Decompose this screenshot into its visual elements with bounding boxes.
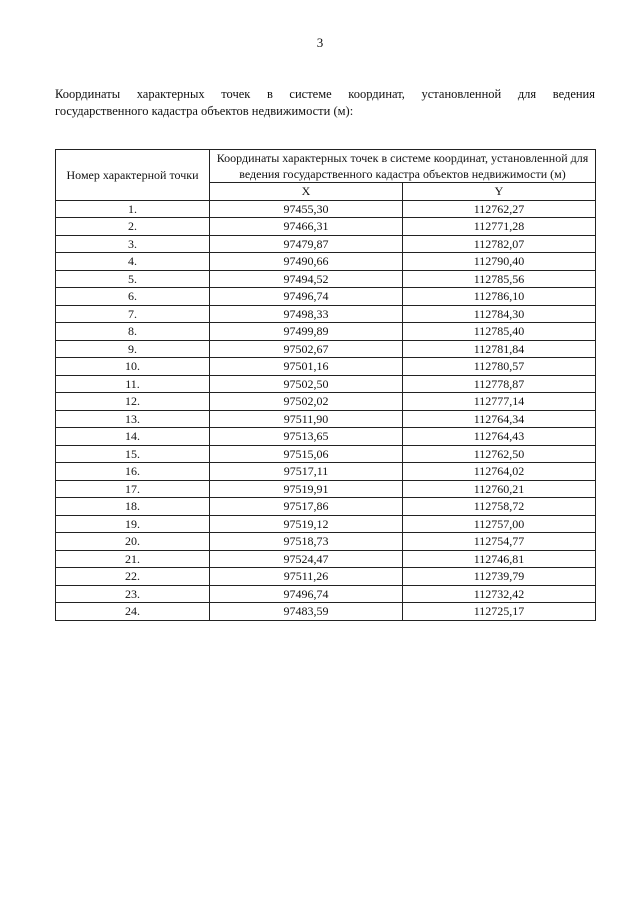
table-row (56, 375, 596, 393)
table-row (56, 585, 596, 603)
x-coordinate-cell: 97496,74 (210, 585, 403, 603)
x-coordinate-cell: 97519,12 (210, 515, 403, 533)
point-number-cell: 9. (56, 340, 210, 358)
table-row (56, 445, 596, 463)
table-row (56, 235, 596, 253)
x-coordinate-cell: 97502,67 (210, 340, 403, 358)
x-column-header: X (210, 183, 403, 201)
table-row (56, 550, 596, 568)
y-coordinate-cell: 112777,14 (403, 393, 596, 411)
x-coordinate-cell: 97466,31 (210, 218, 403, 236)
page-number: 3 (316, 35, 324, 50)
table-row (56, 200, 596, 218)
table-row (56, 305, 596, 323)
y-coordinate-cell: 112764,02 (403, 463, 596, 481)
intro-paragraph (55, 86, 595, 120)
table-row (56, 270, 596, 288)
point-number-cell: 12. (56, 393, 210, 411)
y-coordinate-cell: 112760,21 (403, 480, 596, 498)
x-coordinate-cell: 97524,47 (210, 550, 403, 568)
point-number-cell: 5. (56, 270, 210, 288)
coordinates-table (55, 149, 596, 621)
x-coordinate-cell: 97518,73 (210, 533, 403, 551)
table-row (56, 515, 596, 533)
table-row (56, 428, 596, 446)
x-coordinate-cell: 97483,59 (210, 603, 403, 621)
y-coordinate-cell: 112781,84 (403, 340, 596, 358)
table-row (56, 393, 596, 411)
point-number-cell: 2. (56, 218, 210, 236)
table-row (56, 340, 596, 358)
point-number-cell: 22. (56, 568, 210, 586)
point-number-cell: 14. (56, 428, 210, 446)
table-body (56, 200, 596, 620)
x-coordinate-cell: 97499,89 (210, 323, 403, 341)
point-number-header: Номер характерной точки (56, 150, 210, 201)
table-row (56, 358, 596, 376)
coordinates-group-header: Координаты характерных точек в системе координат, установленной для ведения государственного кадастра объектов недвижимости (м) (210, 150, 596, 183)
point-number-cell: 3. (56, 235, 210, 253)
y-coordinate-cell: 112762,27 (403, 200, 596, 218)
y-coordinate-cell: 112762,50 (403, 445, 596, 463)
point-number-cell: 23. (56, 585, 210, 603)
x-coordinate-cell: 97479,87 (210, 235, 403, 253)
y-coordinate-cell: 112782,07 (403, 235, 596, 253)
y-coordinate-cell: 112771,28 (403, 218, 596, 236)
y-column-header: Y (403, 183, 596, 201)
x-coordinate-cell: 97501,16 (210, 358, 403, 376)
point-number-cell: 21. (56, 550, 210, 568)
y-coordinate-cell: 112764,43 (403, 428, 596, 446)
table-row (56, 323, 596, 341)
x-coordinate-cell: 97455,30 (210, 200, 403, 218)
y-coordinate-cell: 112764,34 (403, 410, 596, 428)
intro-line-1: Координаты характерных точек в системе координат, установленной для ведения (55, 87, 595, 101)
point-number-cell: 24. (56, 603, 210, 621)
x-coordinate-cell: 97511,90 (210, 410, 403, 428)
point-number-cell: 13. (56, 410, 210, 428)
y-coordinate-cell: 112758,72 (403, 498, 596, 516)
x-coordinate-cell: 97513,65 (210, 428, 403, 446)
table-row (56, 463, 596, 481)
x-coordinate-cell: 97502,02 (210, 393, 403, 411)
table-row (56, 533, 596, 551)
x-coordinate-cell: 97496,74 (210, 288, 403, 306)
table-row (56, 410, 596, 428)
table-header-row (56, 150, 596, 183)
x-coordinate-cell: 97494,52 (210, 270, 403, 288)
x-coordinate-cell: 97511,26 (210, 568, 403, 586)
x-coordinate-cell: 97519,91 (210, 480, 403, 498)
table-row (56, 603, 596, 621)
table-row (56, 480, 596, 498)
point-number-cell: 18. (56, 498, 210, 516)
y-coordinate-cell: 112785,56 (403, 270, 596, 288)
y-coordinate-cell: 112786,10 (403, 288, 596, 306)
point-number-cell: 6. (56, 288, 210, 306)
table-row (56, 218, 596, 236)
table-row (56, 498, 596, 516)
point-number-cell: 20. (56, 533, 210, 551)
point-number-cell: 7. (56, 305, 210, 323)
x-coordinate-cell: 97515,06 (210, 445, 403, 463)
y-coordinate-cell: 112746,81 (403, 550, 596, 568)
point-number-cell: 8. (56, 323, 210, 341)
y-coordinate-cell: 112757,00 (403, 515, 596, 533)
intro-line-2: государственного кадастра объектов недвижимости (м): (55, 104, 354, 118)
y-coordinate-cell: 112732,42 (403, 585, 596, 603)
y-coordinate-cell: 112778,87 (403, 375, 596, 393)
x-coordinate-cell: 97517,86 (210, 498, 403, 516)
y-coordinate-cell: 112785,40 (403, 323, 596, 341)
table-row (56, 288, 596, 306)
point-number-cell: 15. (56, 445, 210, 463)
point-number-cell: 4. (56, 253, 210, 271)
point-number-cell: 10. (56, 358, 210, 376)
x-coordinate-cell: 97517,11 (210, 463, 403, 481)
x-coordinate-cell: 97502,50 (210, 375, 403, 393)
y-coordinate-cell: 112739,79 (403, 568, 596, 586)
y-coordinate-cell: 112725,17 (403, 603, 596, 621)
x-coordinate-cell: 97490,66 (210, 253, 403, 271)
point-number-cell: 19. (56, 515, 210, 533)
point-number-cell: 17. (56, 480, 210, 498)
y-coordinate-cell: 112790,40 (403, 253, 596, 271)
table-row (56, 253, 596, 271)
x-coordinate-cell: 97498,33 (210, 305, 403, 323)
y-coordinate-cell: 112780,57 (403, 358, 596, 376)
y-coordinate-cell: 112754,77 (403, 533, 596, 551)
point-number-cell: 11. (56, 375, 210, 393)
point-number-cell: 1. (56, 200, 210, 218)
y-coordinate-cell: 112784,30 (403, 305, 596, 323)
table-row (56, 568, 596, 586)
point-number-cell: 16. (56, 463, 210, 481)
